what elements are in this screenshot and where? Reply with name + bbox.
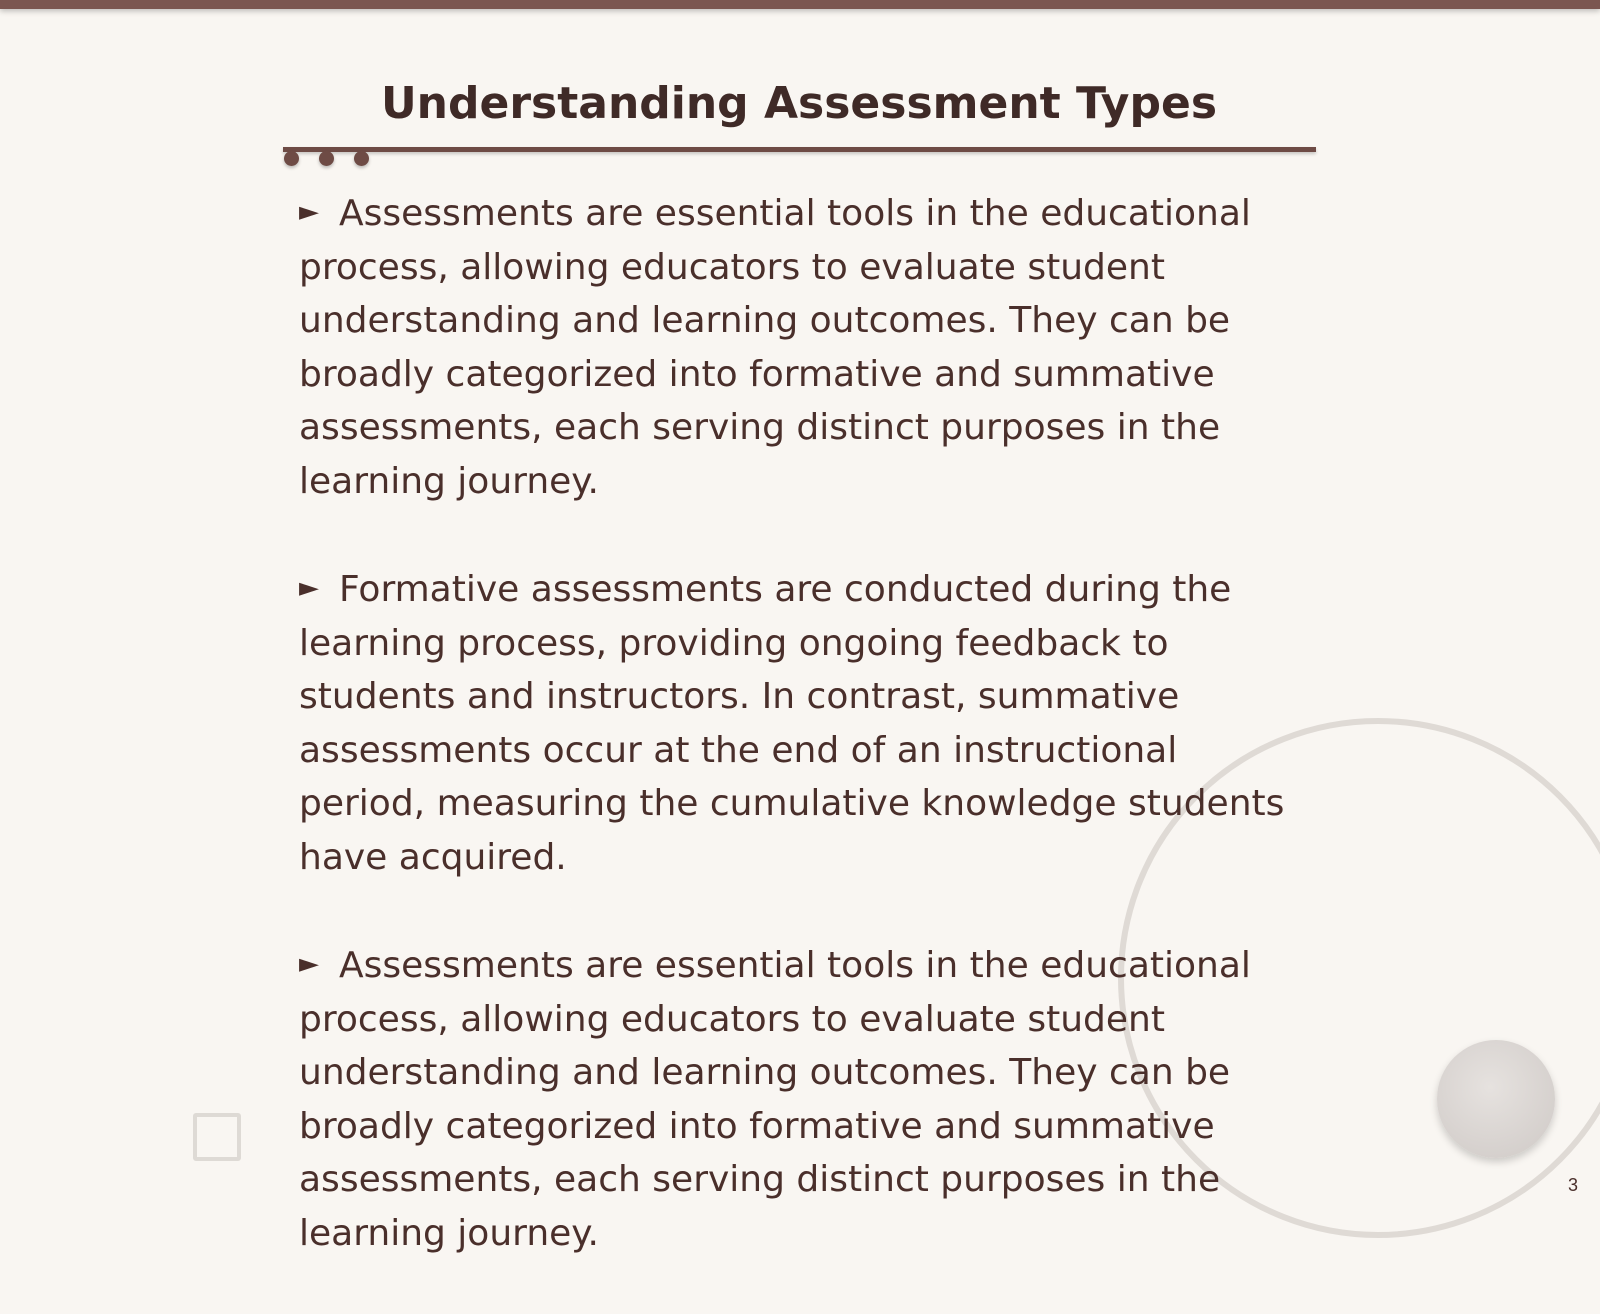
bullet-arrow-icon: ►	[299, 573, 319, 603]
top-accent-bar	[0, 0, 1600, 9]
bullet-paragraph-1	[299, 186, 1289, 508]
paragraph-text: Assessments are essential tools in the educational process, allowing educators to evaluate student understanding and learning outcomes. They can be broadly categorized into formative and summative assessments, each serving distinct purposes in the learning journey.	[299, 945, 1251, 1254]
slide-body	[299, 186, 1289, 1314]
paragraph-text: Assessments are essential tools in the educational process, allowing educators to evaluate student understanding and learning outcomes. They can be broadly categorized into formative and summative assessments, each serving distinct purposes in the learning journey.	[299, 193, 1251, 502]
title-underline	[283, 147, 1316, 152]
decorative-dot-2	[319, 151, 334, 166]
bullet-paragraph-3	[299, 938, 1289, 1260]
bullet-paragraph-2	[299, 562, 1289, 884]
decorative-dot-1	[284, 151, 299, 166]
paragraph-text: Formative assessments are conducted during the learning process, providing ongoing feedback to students and instructors. In contrast, summative assessments occur at the end of an instructional period, measuring the cumulative knowledge students have acquired.	[299, 569, 1285, 878]
decorative-square	[193, 1113, 241, 1161]
bullet-arrow-icon: ►	[299, 197, 319, 227]
decorative-dot-3	[354, 151, 369, 166]
bullet-arrow-icon: ►	[299, 949, 319, 979]
decorative-circle	[1437, 1040, 1555, 1158]
slide-title: Understanding Assessment Types	[380, 78, 1218, 129]
page-number: 3	[1567, 1175, 1578, 1195]
